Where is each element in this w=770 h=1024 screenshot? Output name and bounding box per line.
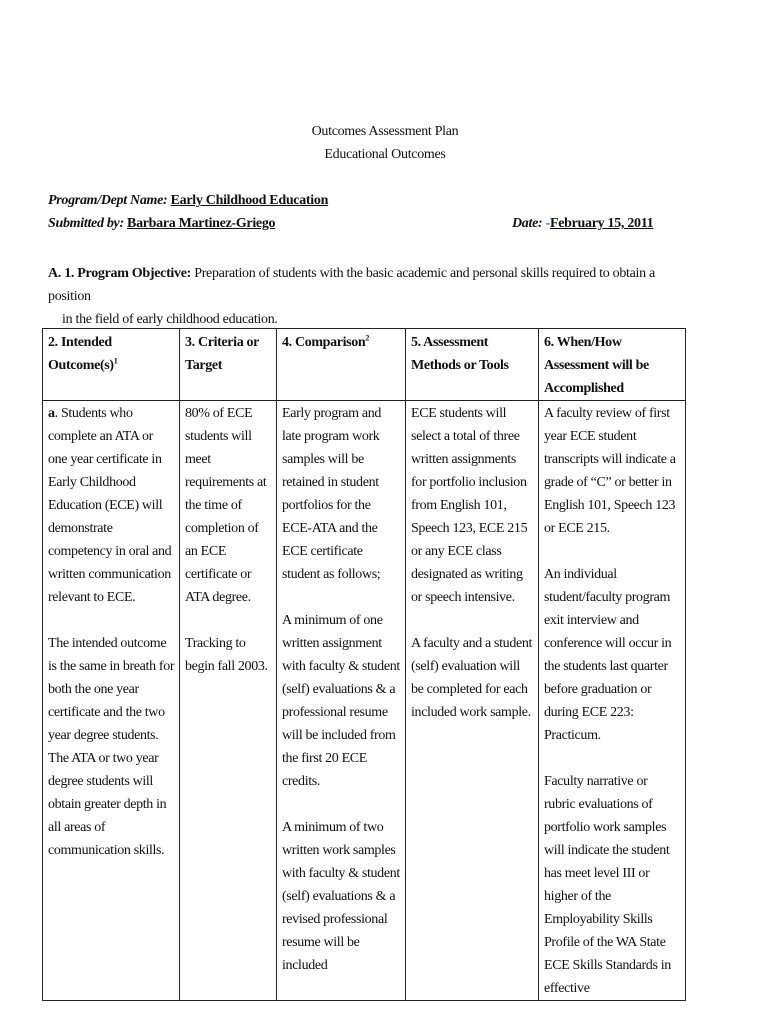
cell-assessment-methods	[406, 401, 539, 1001]
revision-mark-icon: -	[545, 216, 550, 231]
objective-text-line2: in the field of early childhood education.	[62, 312, 278, 327]
when-review-text: A faculty review of first year ECE student transcripts will indicate a grade of “C” or better in English 101, Speech 123 or ECE 215.	[544, 406, 676, 536]
date-line	[512, 216, 653, 232]
table-header-row	[43, 329, 686, 401]
objective-label: A. 1. Program Objective:	[48, 266, 191, 281]
comparison-first-sample: A minimum of one written assignment with faculty & student (self) evaluations & a professional resume will be included from the first 20 ECE credits.	[282, 613, 400, 789]
program-objective	[48, 262, 688, 331]
submitted-label: Submitted by:	[48, 216, 124, 231]
document-subtitle: Educational Outcomes	[324, 147, 446, 162]
methods-text: ECE students will select a total of three written assignments for portfolio inclusion from English 101, Speech 123, ECE 215 or any ECE class designated as writing or speech intensive.	[411, 406, 528, 605]
outcome-marker: a	[48, 406, 55, 421]
assessment-table	[42, 328, 686, 1001]
date-value: February 15, 2011	[549, 216, 654, 231]
when-narrative-text: Faculty narrative or rubric evaluations of portfolio work samples will indicate the student has meet level III or higher of the Employability Skills Profile of the WA State ECE Skills Standards in effective	[544, 774, 671, 996]
when-interview-text: An individual student/faculty program exit interview and conference will occur in the students last quarter before graduation or during ECE 223: Practicum.	[544, 567, 672, 743]
header-intended-outcomes: 2. Intended $Outcome(s)^1$	[43, 329, 180, 401]
objective-text-line1: Preparation of students with the basic academic and personal skills required to obtain a position	[48, 266, 655, 304]
header-criteria-target: 3. Criteria or Target	[180, 329, 277, 401]
outcome-note: The intended outcome is the same in breath for both the one year certificate and the two year degree students. The ATA or two year degree students will obtain greater depth in all areas of communication skills.	[48, 636, 175, 858]
outcome-text: . Students who complete an ATA or one year certificate in Early Childhood Education (ECE) will demonstrate competency in oral and written communication relevant to ECE.	[48, 406, 172, 605]
cell-criteria-target	[180, 401, 277, 1001]
header-comparison: 4. Comparison$^2$	[277, 329, 406, 401]
document-title: Outcomes Assessment Plan	[311, 124, 459, 139]
criteria-text: 80% of ECE students will meet requirements at the time of completion of an ECE certificate or ATA degree.	[185, 406, 267, 605]
cell-when-how	[539, 401, 686, 1001]
program-line	[48, 193, 328, 209]
comparison-second-sample: A minimum of two written work samples with faculty & student (self) evaluations & a revised professional resume will be included	[282, 820, 400, 973]
submitted-value: Barbara Martinez-Griego	[127, 216, 276, 231]
date-label: Date:	[512, 216, 543, 231]
program-label: Program/Dept Name:	[48, 193, 168, 208]
tracking-text: Tracking to begin fall 2003.	[185, 636, 268, 674]
comparison-text: Early program and late program work samples will be retained in student portfolios for the ECE-ATA and the ECE certificate student as follows;	[282, 406, 382, 582]
table-row	[43, 401, 686, 1001]
program-value: Early Childhood Education	[170, 193, 329, 208]
header-when-how: 6. When/How Assessment will be Accomplished	[539, 329, 686, 401]
cell-comparison	[277, 401, 406, 1001]
methods-evaluation: A faculty and a student (self) evaluation will be completed for each included work sample.	[411, 636, 533, 720]
submitted-line	[48, 216, 275, 232]
header-assessment-methods: 5. Assessment Methods or Tools	[406, 329, 539, 401]
cell-intended-outcomes	[43, 401, 180, 1001]
